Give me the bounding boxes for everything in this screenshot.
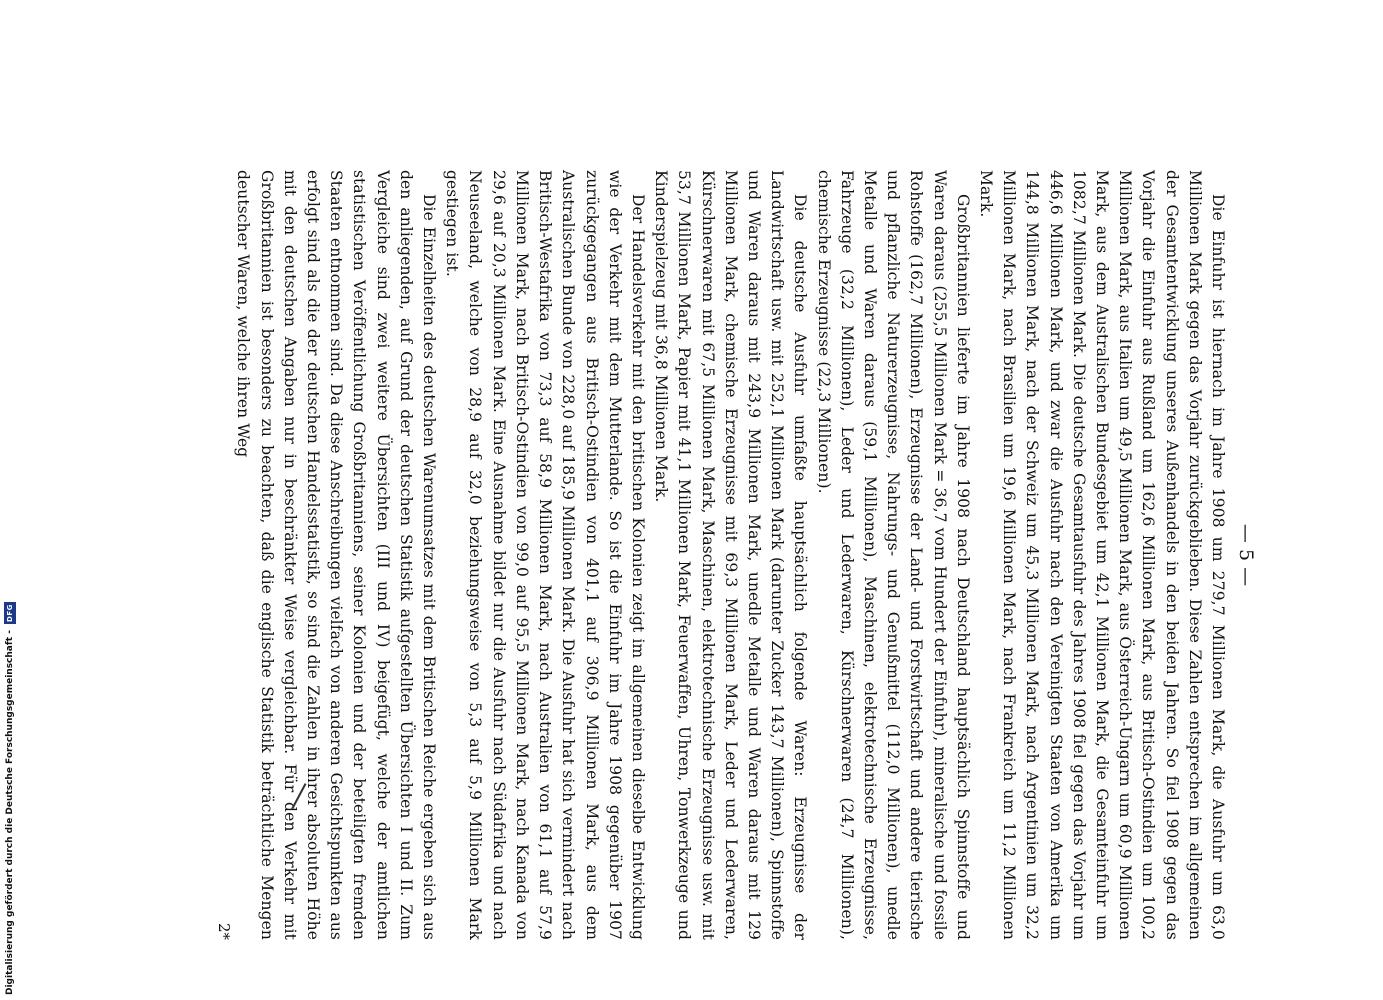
rotated-page bbox=[215, 170, 1257, 940]
paragraph-5: Die Einzelheiten des deutschen Warenumsatzes mit dem Britischen Reiche ergeben sich aus den anliegenden, auf Grund der deutschen Statistik aufgestellten Übersichten I und II. Zum Vergleiche sind zwei weitere Übersichten (III und IV) beigefügt, welche der amtlichen statistischen Veröffentlichung Großbritanniens, seiner Kolonien und der beteiligten fremden Staaten entnommen sind. Da diese Anschreibungen vielfach von anderen Gesichtspunkten aus erfolgt sind als die der deutschen Handelsstatistik, so sind die Zahlen in ihrer absoluten Höhe mit den deutschen Angaben nur in beschränkter Weise vergleichbar. Für den Verkehr mit Großbritannien ist besonders zu beachten, daß die englische Statistik beträchtliche Mengen deutscher Waren, welche ihren Weg bbox=[234, 170, 439, 940]
paragraph-4: Der Handelsverkehr mit den britischen Kolonien zeigt im allgemeinen dieselbe Entwicklung wie der Verkehr mit dem Mutterlande. So ist die Einfuhr im Jahre 1908 gegenüber 1907 zurückgegangen aus Britisch-Ostindien von 401,1 auf 306,9 Millionen Mark, aus dem Australischen Bunde von 228,0 auf 185,9 Millionen Mark. Die Ausfuhr hat sich vermindert nach Britisch-Westafrika von 73,3 auf 58,9 Millionen Mark, nach Australien von 61,1 auf 57,9 Millionen Mark, nach Britisch-Ostindien von 99,0 auf 95,5 Millionen Mark, nach Kanada von 29,6 auf 20,3 Millionen Mark. Eine Ausnahme bildet nur die Ausfuhr nach Südafrika und nach Neuseeland, welche von 28,9 auf 32,0 beziehungsweise von 5,3 auf 5,9 Millionen Mark gestiegen ist. bbox=[443, 170, 647, 940]
page-number: — 5 — bbox=[1235, 523, 1257, 587]
paragraph-2: Großbritannien lieferte im Jahre 1908 nach Deutschland hauptsächlich Spinnstoffe und Waren daraus (255,5 Millionen Mark = 36,7 vom Hundert der Einfuhr), mineralische und fossile Rohstoffe (162,7 Millionen), Erzeugnisse der Land- und Forstwirtschaft und andere tierische und pflanzliche Naturerzeugnisse, Nahrungs- und Genußmittel (112,0 Millionen), unedle Metalle und Waren daraus (59,1 Millionen), Maschinen, elektrotechnische Erzeugnisse, Fahrzeuge (32,2 Millionen), Leder und Lederwaren, Kürschnerwaren (24,7 Millionen), chemische Erzeugnisse (22,3 Millionen). bbox=[814, 170, 972, 940]
digitization-footer bbox=[3, 15, 17, 995]
footer-text: Digitalisierung gefördert durch die Deutsche Forschungsgemeinschaft - bbox=[5, 630, 15, 995]
dfg-logo-icon: DFG bbox=[4, 602, 16, 624]
paragraph-1: Die Einfuhr ist hiernach im Jahre 1908 um 279,7 Millionen Mark, die Ausfuhr um 63,0 Millionen Mark gegen das Vorjahr zurückgeblieben. Diese Zahlen entsprechen im allgemeinen der Gesamtentwicklung unseres Außenhandels in den beiden Jahren. So fiel 1908 gegen das Vorjahr die Einfuhr aus Rußland um 162,6 Millionen Mark, aus Britisch-Ostindien um 100,2 Millionen Mark, aus Italien um 49,5 Millionen Mark, aus Österreich-Ungarn um 60,9 Millionen Mark, aus dem Australischen Bundesgebiet um 42,1 Millionen Mark, die Gesamteinfuhr um 1082,7 Millionen Mark. Die deutsche Gesamtausfuhr des Jahres 1908 fiel gegen das Vorjahr um 446,6 Millionen Mark, und zwar die Ausfuhr nach den Vereinigten Staaten von Amerika um 144,8 Millionen Mark, nach der Schweiz um 45,3 Millionen Mark, nach Argentinien um 32,2 Millionen Mark, nach Brasilien um 19,6 Millionen Mark, nach Frankreich um 11,2 Millionen Mark. bbox=[976, 170, 1227, 940]
paragraph-3: Die deutsche Ausfuhr umfaßte hauptsächlich folgende Waren: Erzeugnisse der Landwirtschaft usw. mit 252,1 Millionen Mark (darunter Zucker 143,7 Millionen), Spinnstoffe und Waren daraus mit 243,9 Millionen Mark, unedle Metalle und Waren daraus mit 129 Millionen Mark, chemische Erzeugnisse mit 69,3 Millionen Mark, Leder und Lederwaren, Kürschnerwaren mit 67,5 Millionen Mark, Maschinen, elektrotechnische Erzeugnisse usw. mit 53,7 Millionen Mark, Papier mit 41,1 Millionen Mark, Feuerwaffen, Uhren, Tonwerkzeuge und Kinderspielzeug mit 36,8 Millionen Mark. bbox=[652, 170, 810, 940]
sheet-signature: 2* bbox=[215, 922, 233, 940]
